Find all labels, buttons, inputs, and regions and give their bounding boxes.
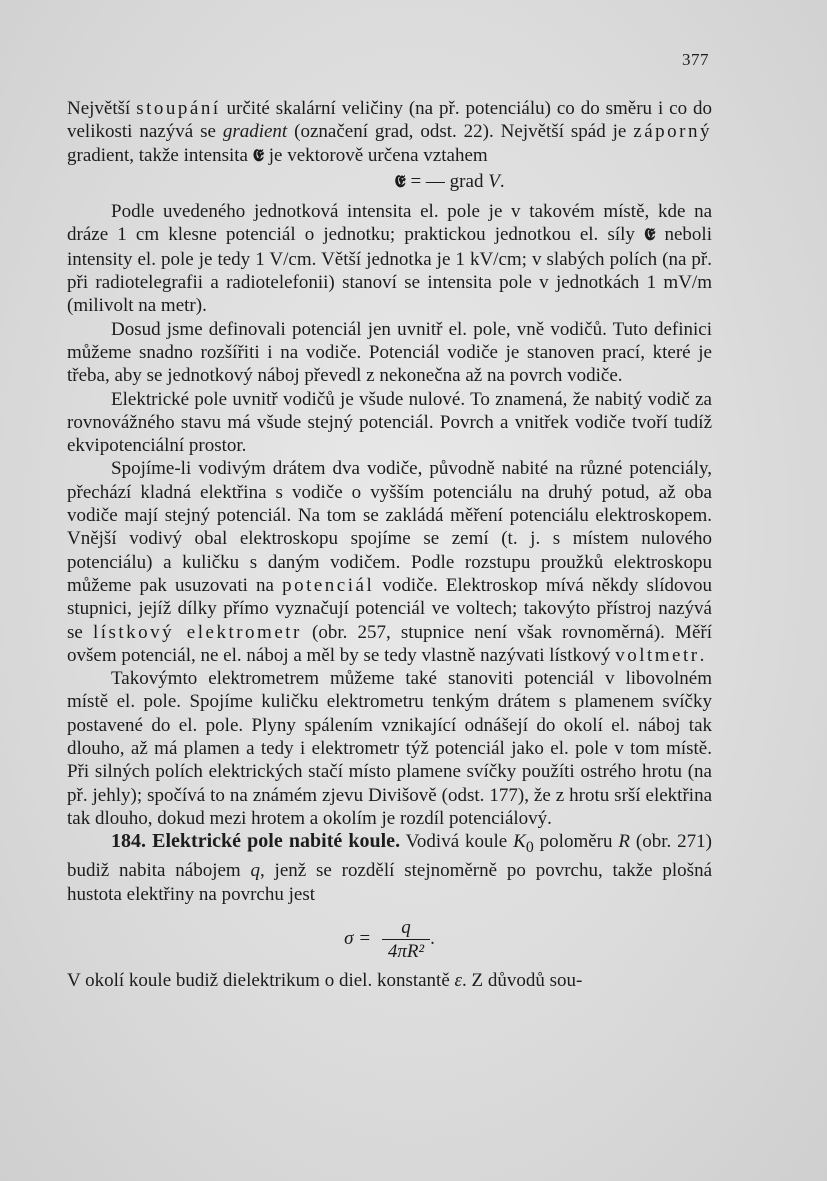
paragraph-definition: Dosud jsme definovali potenciál jen uvnitř el. pole, vně vodičů. Tuto definici můžeme snadno rozšířiti i na vodiče. Potenciál vodiče je stanoven prací, které je třeba, aby se jednotkový náboj převedl z nekonečna až na povrch vodiče. — [67, 318, 712, 387]
text-run: určité skalární veličiny (na př. potenciálu) co do směru i co do velikosti nazývá se — [67, 98, 712, 143]
term-voltmetr: voltmetr — [615, 644, 700, 666]
emphasis-stoupani: stoupání — [136, 98, 221, 119]
text-run: vodiče. Elektroskop mívá někdy slídovou stupnici, jejíž dílky přímo vyznačují potenciál ve voltech; takovýto přístroj nazývá se — [67, 574, 712, 643]
emphasis-zaporny: záporný — [633, 121, 712, 143]
fraction-numerator: q — [382, 916, 430, 940]
field-symbol: 𝕰 — [394, 171, 406, 192]
field-symbol: 𝕰 — [252, 145, 264, 166]
fraction-denominator: 4πR² — [387, 941, 425, 963]
equation-lhs: σ = — [344, 928, 376, 950]
text-run: Největší — [67, 98, 137, 119]
text-run: . Z důvodů sou- — [462, 970, 583, 992]
equation-surface-density — [67, 916, 712, 964]
paragraph-section-184 — [67, 830, 712, 906]
equation-punct: . — [499, 170, 505, 192]
text-run: (obr. 257, stupnice není však rovnoměrná). Měří ovšem potenciál, ne el. náboj a měl by se tedy vlastně nazývati lístkový — [67, 621, 712, 666]
paragraph-units — [67, 200, 712, 317]
paragraph-dielectric — [67, 969, 712, 992]
text-run: (označení grad, odst. 22). Největší spád je — [287, 121, 634, 143]
text-run: neboli intensity el. pole je tedy 1 V/cm. Větší jednotka je 1 kV/cm; v slabých polích (na př. při radiotelegrafii a radiotelefonii) stanoví se intensita pole v jednotkách 1 mV/m (milivolt na metr). — [67, 224, 712, 317]
text-run: gradient, takže intensita — [67, 144, 253, 166]
variable-k: K — [513, 831, 526, 853]
equation-variable: V — [488, 170, 500, 192]
text-run: , jenž se rozdělí stejnoměrně po povrchu, takže plošná hustota elektřiny na povrchu jest — [67, 860, 713, 905]
field-symbol: 𝕰 — [644, 225, 656, 246]
paragraph-conductor-field: Elektrické pole uvnitř vodičů je všude nulové. To znamená, že nabitý vodič za rovnovážného stavu má všude stejný potenciál. Povrch a vnitřek vodiče tvoří tudíž ekvipotenciální prostor. — [67, 388, 712, 457]
equation-punct: . — [430, 928, 435, 950]
equation-text: = — grad — [405, 170, 489, 192]
text-run: Vodivá koule — [400, 831, 514, 853]
subscript: 0 — [525, 839, 534, 856]
term-gradient: gradient — [222, 121, 288, 143]
text-run: V okolí koule budiž dielektrikum o diel. konstantě — [67, 970, 455, 992]
paragraph-electrometer: Takovýmto elektrometrem můžeme také stanoviti potenciál v libovolném místě el. pole. Spojíme kuličku elektrometru tenkým drátem s plamenem svíčky postavené do el. pole. Plyny spálením vznikající odnášejí do okolí el. náboj tak dlouho, až má plamen a tedy i elektrometr týž potenciál jako el. pole v tom místě. Při silných polích elektrických stačí místo plamene svíčky použíti ostrého hrotu (na př. jehly); spočívá to na známém zjevu Divišově (odst. 177), že z hrotu srší elektřina tak dlouho, dokud mezi hrotem a okolím je rozdíl potenciálový. — [67, 668, 712, 829]
paragraph-gradient — [67, 97, 712, 168]
text-run: Podle uvedeného jednotková intensita el. pole je v takovém místě, kde na dráze 1 cm klesne potenciál o jednotku; praktickou jednotkou el. síly — [67, 201, 712, 246]
text-run: (obr. 271) budiž nabita nábojem — [67, 831, 713, 882]
variable-q: q — [250, 860, 260, 882]
variable-epsilon: ε — [454, 970, 463, 992]
page-body — [67, 97, 712, 993]
variable-r: R — [618, 831, 631, 853]
term-listkovy-elektrometr: lístkový elektrometr — [92, 621, 302, 643]
fraction — [382, 916, 430, 964]
section-heading: 184. Elektrické pole nabité koule. — [111, 830, 401, 853]
text-run: poloměru — [533, 831, 619, 853]
text-run: . — [699, 644, 705, 666]
text-run: je vektorově určena vztahem — [264, 144, 488, 166]
paragraph-electroscope — [67, 457, 712, 667]
emphasis-potencial: potenciál — [282, 574, 375, 596]
text-run: Spojíme-li vodivým drátem dva vodiče, původně nabité na různé potenciály, přechází kladná elektřina s vodiče o vyšším potenciálu na druhý potud, až oba vodiče mají stejný potenciál. Na tom se zakládá měření potenciálu elektroskopem. Vnější vodivý obal elektroskopu spojíme se zemí (t. j. s místem nulového potenciálu) a kuličku s daným vodičem. Podle rozstupu proužků elektroskopu můžeme pak usuzovati na — [67, 458, 712, 596]
equation-gradient — [67, 170, 712, 194]
page-number: 377 — [682, 50, 709, 69]
